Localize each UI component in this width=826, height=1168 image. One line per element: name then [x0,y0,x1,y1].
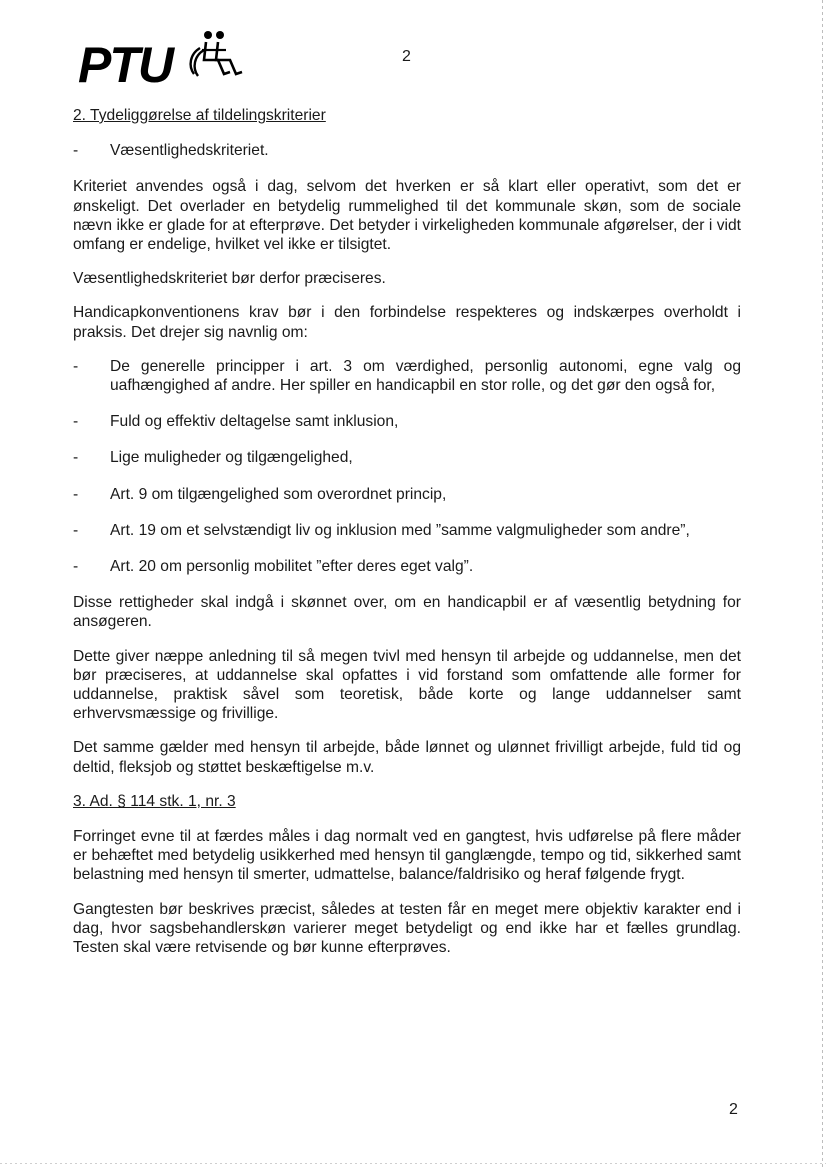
dash-marker: - [73,357,79,375]
list-item-text: Art. 19 om et selvstændigt liv og inklusion med ”samme valgmuligheder som andre”, [110,521,690,539]
dash-marker: - [73,521,79,539]
dash-marker: - [73,142,79,160]
list-item-text: Art. 9 om tilgængelighed som overordnet princip, [110,485,447,503]
dash-marker: - [73,485,79,503]
dash-marker: - [73,413,79,431]
logo-text: PTU [78,37,172,93]
dash-marker: - [73,558,79,576]
list-item [73,557,741,576]
list-item-text: Fuld og effektiv deltagelse samt inklusion, [110,413,399,431]
criterion-bullet [73,141,741,160]
list-item [73,448,741,467]
list-item-text: Lige muligheder og tilgængelighed, [110,449,353,467]
document-body [73,106,741,972]
section-3-heading: 3. Ad. § 114 stk. 1, nr. 3 [73,792,236,810]
paragraph: Handicapkonventionens krav bør i den forbindelse respekteres og indskærpes overholdt i praksis. Det drejer sig navnlig om: [73,304,741,341]
list-item [73,485,741,504]
dash-marker: - [73,449,79,467]
paragraph: Forringet evne til at færdes måles i dag normalt ved en gangtest, hvis udførelse på flere måder er behæftet med betydelig usikkerhed med hensyn til ganglængde, tempo og tid, sikkerhed samt belastning med hensyn til smerter, udmattelse, balance/faldrisiko og heraf følgende frygt. [73,828,741,884]
paragraph: Væsentlighedskriteriet bør derfor præciseres. [73,270,386,288]
list-item [73,357,741,395]
paragraph: Dette giver næppe anledning til så megen tvivl med hensyn til arbejde og uddannelse, men det bør præciseres, at uddannelse skal opfattes i vid forstand som omfattende alle former for uddannelse, praktisk såvel som teoretisk, både korte og lange uddannelser samt erhvervsmæssige og frivillige. [73,647,741,723]
page-edge [822,0,823,1168]
wheelchair-figures-icon [184,30,250,82]
list-item-text: Art. 20 om personlig mobilitet ”efter deres eget valg”. [110,558,474,576]
paragraph: Disse rettigheder skal indgå i skønnet over, om en handicapbil er af væsentlig betydning for ansøgeren. [73,594,741,631]
list-item [73,521,741,540]
list-item-text: De generelle principper i art. 3 om værdighed, personlig autonomi, egne valg og uafhængighed af andre. Her spiller en handicapbil en stor rolle, og det gør den også for, [110,357,741,395]
ptu-logo [78,30,248,92]
section-2-heading: 2. Tydeliggørelse af tildelingskriterier [73,107,326,124]
paragraph: Det samme gælder med hensyn til arbejde, både lønnet og ulønnet frivilligt arbejde, fuld tid og deltid, fleksjob og støttet beskæftigelse m.v. [73,739,741,776]
list-item [73,412,741,431]
paragraph: Kriteriet anvendes også i dag, selvom det hverken er så klart eller operativt, som det er ønskeligt. Det overlader en betydelig rummelighed til det kommunale skøn, som de sociale nævn ikke er glade for at efterprøve. Det betyder i virkeligheden kommunale afgørelser, der i vidt omfang er endelige, hvilket vel ikke er tilsigtet. [73,178,741,254]
criterion-bullet-text: Væsentlighedskriteriet. [110,142,269,160]
paragraph: Gangtesten bør beskrives præcist, således at testen får en meget mere objektiv karakter end i dag, hvor sagsbehandlerskøn varierer meget betydeligt og end ikke har et fælles grundlag. Testen skal være retvisende og bør kunne efterprøves. [73,900,741,957]
page-bottom-edge [0,1163,826,1164]
page-number-bottom: 2 [729,1101,738,1118]
page-number-top: 2 [402,48,411,65]
